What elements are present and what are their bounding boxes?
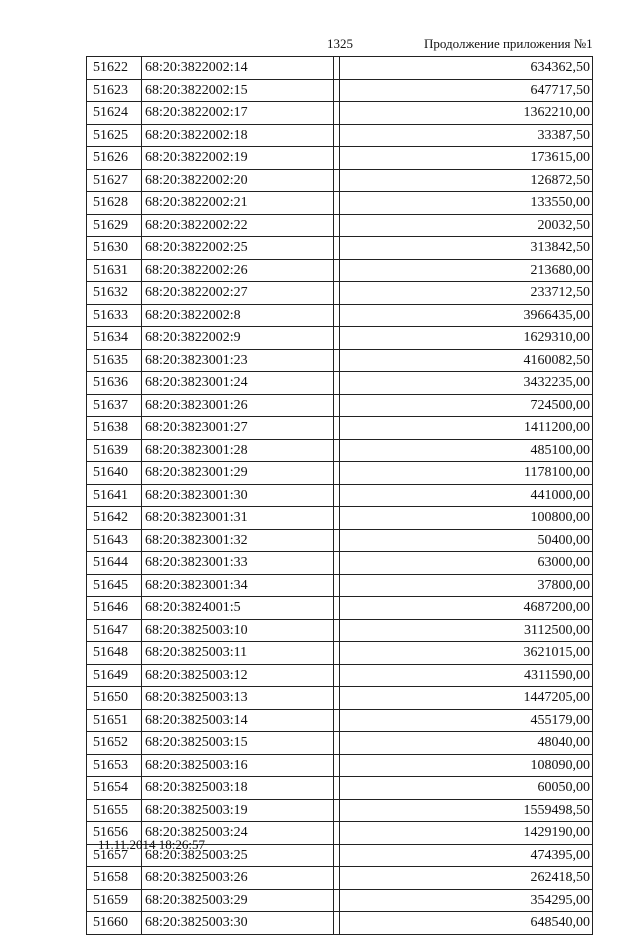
row-number-cell: 51626 [87,147,142,169]
cadastral-number-cell: 68:20:3825003:11 [142,642,334,664]
value-cell: 1559498,50 [340,800,593,822]
value-cell: 1429190,00 [340,822,593,844]
row-number-cell: 51632 [87,282,142,304]
row-number-cell: 51653 [87,755,142,777]
cadastral-number-cell: 68:20:3822002:19 [142,147,334,169]
table-row [87,147,593,170]
row-number-cell: 51635 [87,350,142,372]
value-cell: 354295,00 [340,890,593,912]
cadastral-number-cell: 68:20:3823001:34 [142,575,334,597]
cadastral-number-cell: 68:20:3822002:17 [142,102,334,124]
row-number-cell: 51630 [87,237,142,259]
row-number-cell: 51639 [87,440,142,462]
cadastral-number-cell: 68:20:3825003:15 [142,732,334,754]
cadastral-number-cell: 68:20:3822002:27 [142,282,334,304]
value-cell: 1178100,00 [340,462,593,484]
value-cell: 60050,00 [340,777,593,799]
cadastral-number-cell: 68:20:3823001:24 [142,372,334,394]
cadastral-number-cell: 68:20:3825003:10 [142,620,334,642]
value-cell: 37800,00 [340,575,593,597]
page-number: 1325 [327,36,353,51]
row-number-cell: 51623 [87,80,142,102]
table-row [87,215,593,238]
cadastral-number-cell: 68:20:3825003:12 [142,665,334,687]
cadastral-number-cell: 68:20:3823001:30 [142,485,334,507]
row-number-cell: 51659 [87,890,142,912]
table-row [87,597,593,620]
table-row [87,282,593,305]
row-number-cell: 51643 [87,530,142,552]
value-cell: 126872,50 [340,170,593,192]
value-cell: 233712,50 [340,282,593,304]
row-number-cell: 51654 [87,777,142,799]
cadastral-number-cell: 68:20:3823001:23 [142,350,334,372]
value-cell: 3432235,00 [340,372,593,394]
table-row [87,80,593,103]
table-row [87,530,593,553]
row-number-cell: 51658 [87,867,142,889]
table-row [87,552,593,575]
row-number-cell: 51642 [87,507,142,529]
cadastral-number-cell: 68:20:3825003:30 [142,912,334,934]
row-number-cell: 51638 [87,417,142,439]
table-row [87,462,593,485]
cadastral-number-cell: 68:20:3823001:32 [142,530,334,552]
table-row [87,260,593,283]
cadastral-number-cell: 68:20:3823001:26 [142,395,334,417]
cadastral-number-cell: 68:20:3823001:29 [142,462,334,484]
row-number-cell: 51640 [87,462,142,484]
value-cell: 441000,00 [340,485,593,507]
table-row [87,350,593,373]
value-cell: 173615,00 [340,147,593,169]
table-row [87,440,593,463]
value-cell: 4311590,00 [340,665,593,687]
row-number-cell: 51628 [87,192,142,214]
row-number-cell: 51631 [87,260,142,282]
cadastral-number-cell: 68:20:3822002:22 [142,215,334,237]
row-number-cell: 51655 [87,800,142,822]
cadastral-number-cell: 68:20:3825003:29 [142,890,334,912]
row-number-cell: 51650 [87,687,142,709]
row-number-cell: 51625 [87,125,142,147]
table-row [87,125,593,148]
table-row [87,57,593,80]
value-cell: 3621015,00 [340,642,593,664]
row-number-cell: 51641 [87,485,142,507]
row-number-cell: 51646 [87,597,142,619]
value-cell: 3112500,00 [340,620,593,642]
value-cell: 108090,00 [340,755,593,777]
cadastral-number-cell: 68:20:3822002:8 [142,305,334,327]
cadastral-number-cell: 68:20:3822002:15 [142,80,334,102]
table-row [87,777,593,800]
row-number-cell: 51651 [87,710,142,732]
value-cell: 724500,00 [340,395,593,417]
table-row [87,417,593,440]
table-row [87,170,593,193]
value-cell: 485100,00 [340,440,593,462]
cadastral-number-cell: 68:20:3822002:14 [142,57,334,79]
cadastral-number-cell: 68:20:3825003:13 [142,687,334,709]
table-row [87,192,593,215]
table-row [87,305,593,328]
row-number-cell: 51629 [87,215,142,237]
value-cell: 313842,50 [340,237,593,259]
cadastral-number-cell: 68:20:3822002:20 [142,170,334,192]
value-cell: 1362210,00 [340,102,593,124]
row-number-cell: 51634 [87,327,142,349]
value-cell: 262418,50 [340,867,593,889]
row-number-cell: 51636 [87,372,142,394]
value-cell: 20032,50 [340,215,593,237]
value-cell: 1447205,00 [340,687,593,709]
value-cell: 1629310,00 [340,327,593,349]
row-number-cell: 51660 [87,912,142,934]
cadastral-number-cell: 68:20:3823001:28 [142,440,334,462]
table-row [87,575,593,598]
value-cell: 3966435,00 [340,305,593,327]
table-row [87,665,593,688]
cadastral-number-cell: 68:20:3825003:16 [142,755,334,777]
cadastral-number-cell: 68:20:3825003:24 [142,822,334,844]
cadastral-number-cell: 68:20:3825003:14 [142,710,334,732]
data-table [86,56,593,935]
cadastral-number-cell: 68:20:3823001:33 [142,552,334,574]
value-cell: 100800,00 [340,507,593,529]
value-cell: 4687200,00 [340,597,593,619]
table-row [87,732,593,755]
table-row [87,237,593,260]
cadastral-number-cell: 68:20:3822002:18 [142,125,334,147]
table-row [87,867,593,890]
row-number-cell: 51649 [87,665,142,687]
value-cell: 63000,00 [340,552,593,574]
row-number-cell: 51624 [87,102,142,124]
row-number-cell: 51645 [87,575,142,597]
appendix-title: Продолжение приложения №1 [424,36,593,51]
row-number-cell: 51622 [87,57,142,79]
row-number-cell: 51648 [87,642,142,664]
value-cell: 634362,50 [340,57,593,79]
value-cell: 33387,50 [340,125,593,147]
cadastral-number-cell: 68:20:3824001:5 [142,597,334,619]
cadastral-number-cell: 68:20:3823001:31 [142,507,334,529]
row-number-cell: 51657 [87,845,142,867]
value-cell: 647717,50 [340,80,593,102]
row-number-cell: 51637 [87,395,142,417]
row-number-cell: 51644 [87,552,142,574]
table-row [87,102,593,125]
footer-timestamp: 11.11.2014 18:26:57 [98,837,206,852]
value-cell: 213680,00 [340,260,593,282]
table-row [87,710,593,733]
table-row [87,620,593,643]
cadastral-number-cell: 68:20:3822002:9 [142,327,334,349]
table-row [87,642,593,665]
row-number-cell: 51633 [87,305,142,327]
value-cell: 50400,00 [340,530,593,552]
cadastral-number-cell: 68:20:3825003:18 [142,777,334,799]
value-cell: 133550,00 [340,192,593,214]
row-number-cell: 51647 [87,620,142,642]
table-row [87,485,593,508]
row-number-cell: 51652 [87,732,142,754]
value-cell: 648540,00 [340,912,593,934]
table-row [87,755,593,778]
cadastral-number-cell: 68:20:3822002:21 [142,192,334,214]
row-number-cell: 51627 [87,170,142,192]
table-row [87,912,593,935]
cadastral-number-cell: 68:20:3822002:25 [142,237,334,259]
value-cell: 474395,00 [340,845,593,867]
table-row [87,890,593,913]
table-row [87,372,593,395]
table-row [87,507,593,530]
value-cell: 1411200,00 [340,417,593,439]
value-cell: 455179,00 [340,710,593,732]
cadastral-number-cell: 68:20:3823001:27 [142,417,334,439]
row-number-cell: 51656 [87,822,142,844]
table-row [87,687,593,710]
cadastral-number-cell: 68:20:3822002:26 [142,260,334,282]
table-row [87,327,593,350]
cadastral-number-cell: 68:20:3825003:19 [142,800,334,822]
table-row [87,800,593,823]
cadastral-number-cell: 68:20:3825003:25 [142,845,334,867]
cadastral-number-cell: 68:20:3825003:26 [142,867,334,889]
value-cell: 4160082,50 [340,350,593,372]
value-cell: 48040,00 [340,732,593,754]
table-row [87,395,593,418]
